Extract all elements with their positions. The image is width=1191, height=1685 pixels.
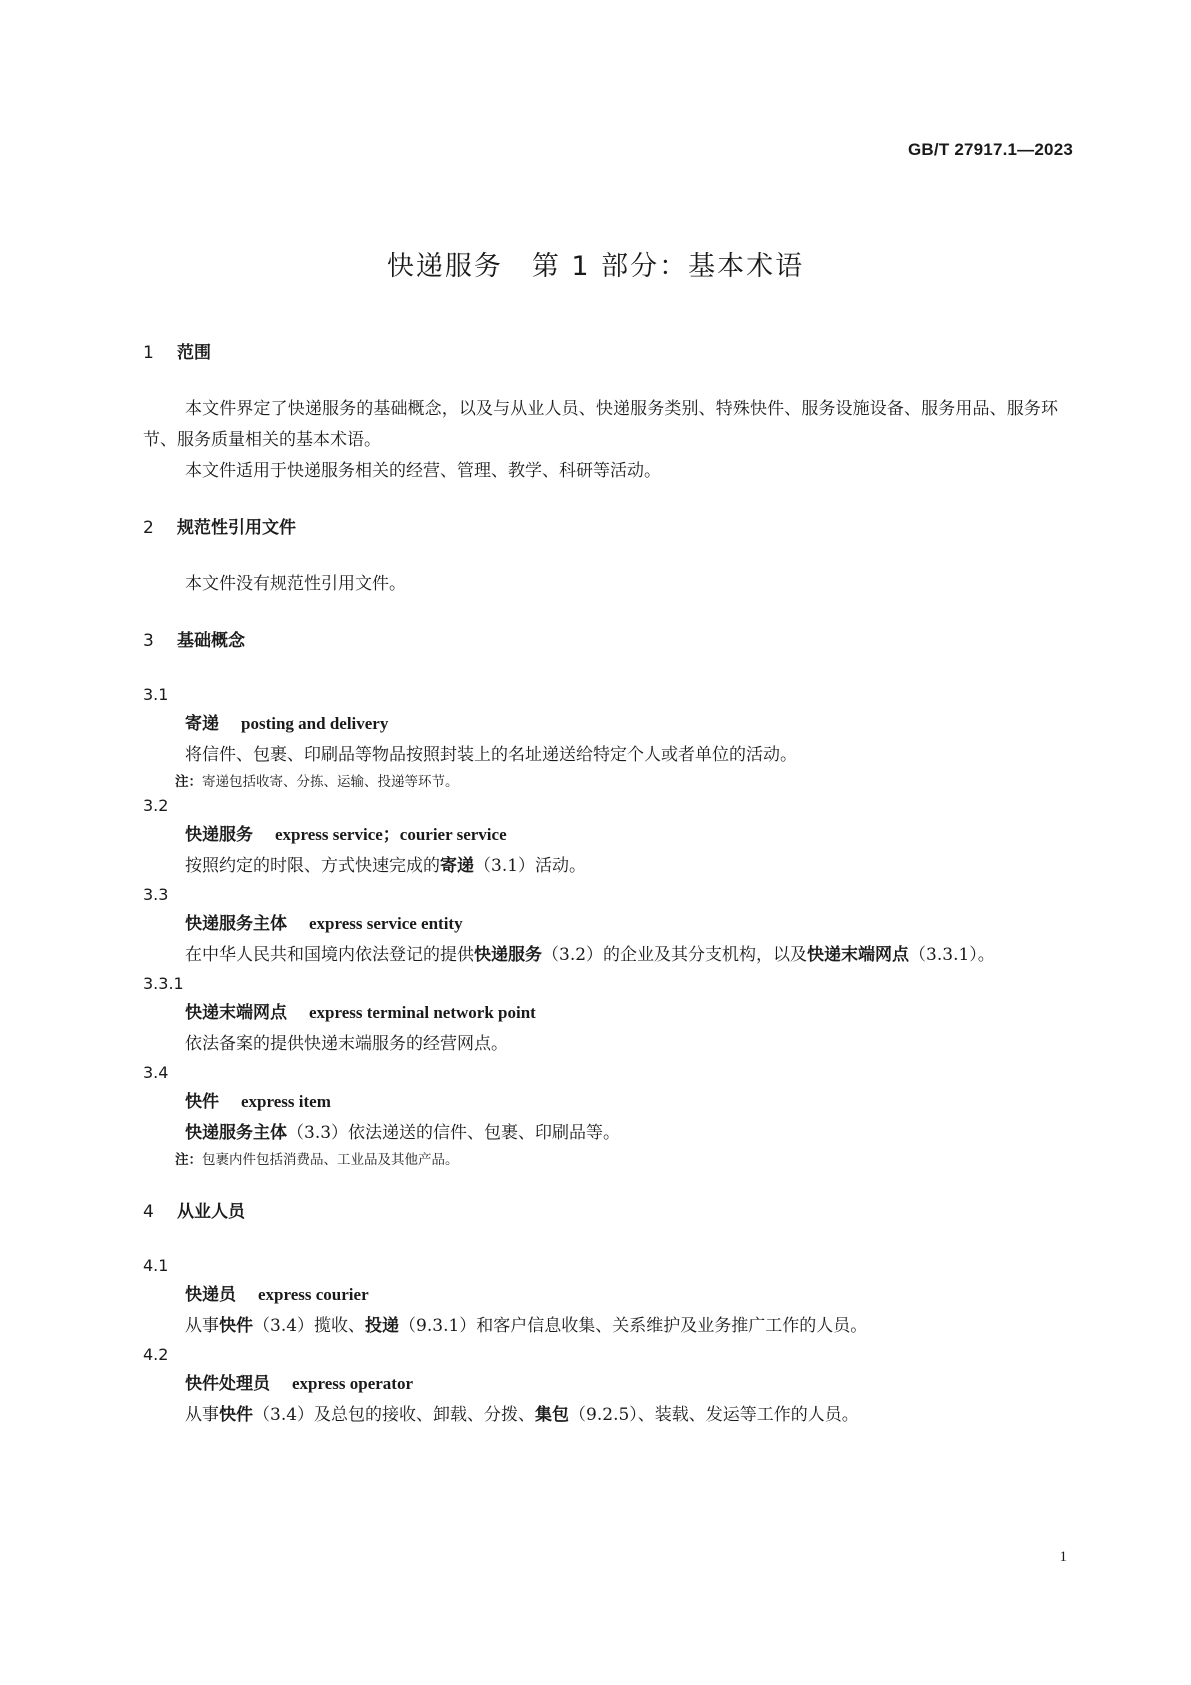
term-chinese: 快递员 bbox=[185, 1285, 236, 1305]
term-chinese: 快递服务 bbox=[185, 825, 253, 845]
note-label: 注： bbox=[175, 1152, 202, 1168]
clause-number: 3.1 bbox=[143, 685, 169, 704]
clause-number: 3.4 bbox=[143, 1063, 169, 1082]
term-definition bbox=[143, 851, 1058, 882]
clause-number: 3.2 bbox=[143, 796, 169, 815]
term-note bbox=[143, 771, 1058, 793]
term-english: express terminal network point bbox=[309, 1003, 536, 1022]
paragraph: 本文件适用于快递服务相关的经营、管理、教学、科研等活动。 bbox=[185, 461, 661, 481]
term-definition bbox=[143, 1311, 1058, 1342]
term-chinese: 快件处理员 bbox=[185, 1374, 270, 1394]
term-reference: 快递服务主体 bbox=[185, 1123, 287, 1143]
term-definition bbox=[143, 1400, 1058, 1431]
definition-text: （3.3）依法递送的信件、包裹、印刷品等。 bbox=[287, 1123, 621, 1143]
term-english: express item bbox=[241, 1092, 331, 1111]
definition-text: （3.3.1）。 bbox=[909, 945, 995, 965]
definition-text: （3.4）揽收、 bbox=[253, 1316, 366, 1336]
section-heading-practitioners bbox=[143, 1199, 1058, 1225]
section-heading-normative-references bbox=[143, 515, 1058, 541]
document-title: 快递服务 第 1 部分：基本术语 bbox=[386, 251, 805, 282]
term-reference: 快件 bbox=[219, 1316, 253, 1336]
paragraph: 本文件没有规范性引用文件。 bbox=[185, 574, 406, 594]
term-definition: 将信件、包裹、印刷品等物品按照封装上的名址递送给特定个人或者单位的活动。 bbox=[185, 745, 797, 765]
definition-text: （3.4）及总包的接收、卸载、分拨、 bbox=[253, 1405, 536, 1425]
page-number: 1 bbox=[1059, 1549, 1067, 1565]
section-number: 4 bbox=[143, 1202, 154, 1222]
clause-number: 3.3.1 bbox=[143, 974, 184, 993]
term-english: express operator bbox=[292, 1374, 414, 1393]
standard-code: GB/T 27917.1—2023 bbox=[908, 140, 1073, 159]
term-definition bbox=[143, 940, 1058, 971]
definition-text: 从事 bbox=[185, 1405, 219, 1425]
section-title: 规范性引用文件 bbox=[177, 518, 296, 538]
clause-number: 3.3 bbox=[143, 885, 169, 904]
term-entry bbox=[143, 997, 1058, 1029]
term-chinese: 快递服务主体 bbox=[185, 914, 287, 934]
term-english: express courier bbox=[258, 1285, 369, 1304]
section-title: 从业人员 bbox=[177, 1202, 245, 1222]
definition-text: （3.2）的企业及其分支机构，以及 bbox=[542, 945, 808, 965]
note-text: 寄递包括收寄、分拣、运输、投递等环节。 bbox=[202, 774, 459, 790]
term-chinese: 快件 bbox=[185, 1092, 219, 1112]
term-definition: 依法备案的提供快递末端服务的经营网点。 bbox=[185, 1034, 508, 1054]
term-english: posting and delivery bbox=[241, 714, 389, 733]
term-definition bbox=[143, 1118, 1058, 1149]
note-text: 包裹内件包括消费品、工业品及其他产品。 bbox=[202, 1152, 459, 1168]
section-heading-basic-concepts bbox=[143, 628, 1058, 654]
definition-text: （9.3.1）和客户信息收集、关系维护及业务推广工作的人员。 bbox=[399, 1316, 868, 1336]
term-entry bbox=[143, 708, 1058, 740]
term-chinese: 寄递 bbox=[185, 714, 219, 734]
definition-text: （3.1）活动。 bbox=[474, 856, 587, 876]
definition-text: （9.2.5）、装载、发运等工作的人员。 bbox=[569, 1405, 859, 1425]
definition-text: 按照约定的时限、方式快速完成的 bbox=[185, 856, 440, 876]
clause-number: 4.2 bbox=[143, 1345, 169, 1364]
definition-text: 从事 bbox=[185, 1316, 219, 1336]
clause-number: 4.1 bbox=[143, 1256, 169, 1275]
paragraph: 本文件界定了快递服务的基础概念，以及与从业人员、快递服务类别、特殊快件、服务设施设备、服务用品、服务环节、服务质量相关的基本术语。 bbox=[143, 399, 1058, 450]
term-english: express service；courier service bbox=[275, 825, 507, 844]
definition-text: 在中华人民共和国境内依法登记的提供 bbox=[185, 945, 474, 965]
term-english: express service entity bbox=[309, 914, 463, 933]
section-heading-scope bbox=[143, 340, 1058, 366]
document-body bbox=[143, 340, 1058, 1431]
term-reference: 快件 bbox=[219, 1405, 253, 1425]
section-number: 2 bbox=[143, 518, 154, 538]
term-entry bbox=[143, 1368, 1058, 1400]
note-label: 注： bbox=[175, 774, 202, 790]
term-reference: 集包 bbox=[535, 1405, 570, 1425]
term-reference: 快递服务 bbox=[474, 945, 542, 965]
term-entry bbox=[143, 1279, 1058, 1311]
section-number: 1 bbox=[143, 343, 154, 363]
term-reference: 投递 bbox=[365, 1316, 400, 1336]
term-chinese: 快递末端网点 bbox=[185, 1003, 287, 1023]
section-title: 范围 bbox=[177, 343, 211, 363]
section-number: 3 bbox=[143, 631, 154, 651]
section-title: 基础概念 bbox=[177, 631, 245, 651]
term-entry bbox=[143, 1086, 1058, 1118]
term-note bbox=[143, 1149, 1058, 1171]
term-reference: 快递末端网点 bbox=[807, 945, 910, 965]
term-entry bbox=[143, 819, 1058, 851]
term-reference: 寄递 bbox=[440, 856, 474, 876]
term-entry bbox=[143, 908, 1058, 940]
